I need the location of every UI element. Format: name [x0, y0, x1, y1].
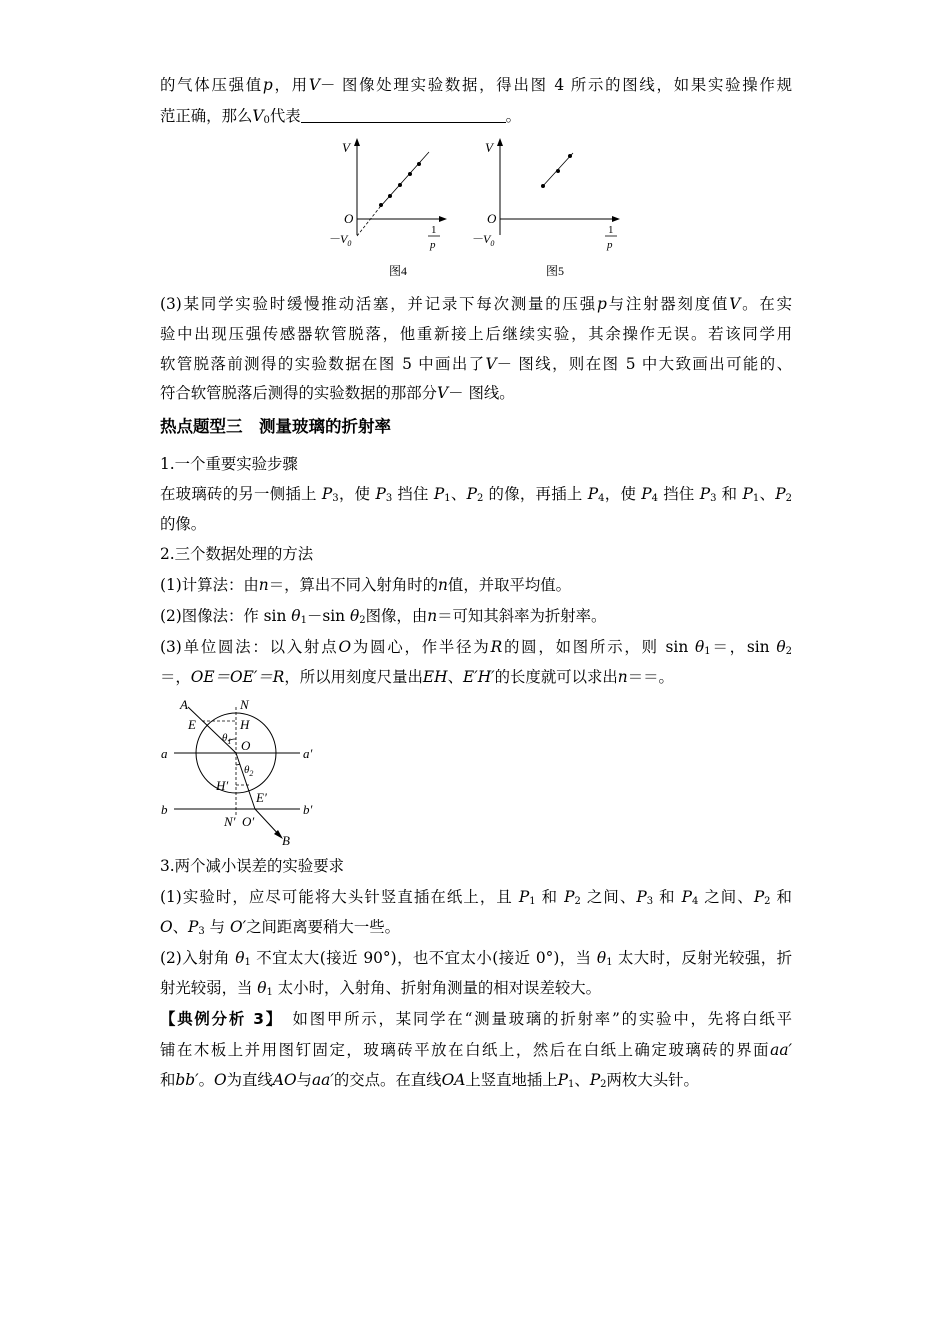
label-H: H: [240, 717, 250, 732]
neg-v0-label: [471, 232, 494, 248]
text: － 图线。: [448, 384, 515, 402]
axis-label-V: V: [342, 140, 350, 155]
label-b: b: [161, 802, 168, 817]
fit-line: [380, 152, 429, 207]
text: 的长度就可以求出: [494, 668, 618, 686]
math-var: P: [518, 888, 530, 906]
math-var: EH: [422, 668, 448, 686]
text-line: [160, 483, 792, 505]
math-var: θ: [349, 607, 360, 625]
axis-label-one: 1: [608, 224, 614, 236]
label-part: 0: [490, 239, 495, 248]
math-var: P: [753, 888, 765, 906]
text: (2)图像法：作 sin: [160, 607, 287, 625]
text: 的圆，如图所示，则 sin: [502, 638, 689, 656]
y-axis-arrow: [354, 138, 360, 146]
math-var: n: [617, 668, 628, 686]
text: 和: [160, 1071, 176, 1089]
text: －sin: [306, 607, 346, 625]
math-var: P: [375, 485, 386, 503]
text: ＝可知其斜率为折射率。: [437, 607, 607, 625]
text: 为圆心，作半径为: [351, 638, 491, 656]
text-line: [160, 605, 792, 627]
math-var: O: [160, 918, 173, 936]
text-line: [160, 353, 792, 375]
subscript: 3: [646, 896, 654, 907]
var-p: p: [262, 76, 273, 94]
text: 。在实: [740, 295, 792, 313]
text: ＝，算出不同入射角时的: [268, 576, 438, 594]
text: 和: [716, 485, 743, 503]
var-V: V: [252, 107, 264, 125]
label-part: －V: [328, 232, 348, 246]
text: ，用: [272, 76, 309, 94]
section-title: 热点题型三 测量玻璃的折射率: [160, 417, 391, 436]
subheading: 2.三个数据处理的方法: [160, 545, 314, 563]
math-var: n: [427, 607, 438, 625]
text: 不宜太大(接近 90°)，也不宜太小(接近 0°)，当: [250, 949, 597, 967]
math-var: AO: [272, 1071, 297, 1089]
label-B: B: [282, 833, 290, 848]
math-var: P: [742, 485, 753, 503]
text-line: [160, 1069, 792, 1091]
math-var: θ: [257, 979, 267, 997]
subscript: 2: [600, 1079, 607, 1090]
text: － 图像处理实验数据，得出图 4 所示的图线，如果实验操作规: [319, 76, 792, 94]
text: ，使: [604, 485, 642, 503]
subscript: 4: [598, 493, 605, 504]
label-part: θ: [244, 764, 250, 776]
text: (3)单位圆法：以入射点: [160, 638, 339, 656]
text-line: [160, 1008, 792, 1030]
text-line: [160, 666, 792, 688]
text: 、: [759, 485, 776, 503]
subscript: 1: [568, 1079, 575, 1090]
label-O-prime: O′: [242, 814, 255, 829]
subscript: 2: [785, 493, 792, 504]
text: 之间距离要稍大一些。: [246, 918, 400, 936]
subheading: 1.一个重要实验步骤: [160, 455, 298, 473]
math-var: P: [564, 888, 575, 906]
text: 与: [296, 1071, 312, 1089]
data-point: [408, 172, 412, 176]
text: 如图甲所示，某同学在“测量玻璃的折射率”的实验中，先将白纸平: [275, 1010, 792, 1028]
subscript: 1: [244, 957, 251, 968]
label-N: N: [240, 697, 249, 712]
subscript: 2: [359, 615, 366, 626]
text: 太大时，反射光较强，折: [612, 949, 792, 967]
text-line: [160, 74, 792, 96]
label-part: －V: [471, 232, 491, 246]
math-var: P: [775, 485, 786, 503]
text: (2)入射角: [160, 949, 236, 967]
text-line: [160, 977, 792, 999]
math-var: θ: [694, 638, 705, 656]
subscript: 1: [606, 957, 613, 968]
label-a-prime: a′: [303, 746, 313, 761]
label-H-prime: H′: [216, 778, 229, 793]
text: 和: [535, 888, 565, 906]
var-V: V: [308, 76, 320, 94]
unit-circle-diagram: [158, 695, 323, 850]
neg-v0-label: [328, 232, 351, 248]
math-var: OE＝OE′＝R: [190, 668, 285, 686]
math-var: P: [636, 888, 647, 906]
text: 。: [198, 1071, 215, 1089]
text: ，使: [338, 485, 376, 503]
math-var: P: [699, 485, 711, 503]
text: 、: [172, 918, 189, 936]
text: (1)计算法：由: [160, 576, 259, 594]
text: 挡住: [392, 485, 434, 503]
text: (1)实验时，应尽可能将大头针竖直插在纸上，且: [160, 888, 519, 906]
subheading: 3.两个减小误差的实验要求: [160, 857, 344, 875]
math-var: n: [438, 576, 448, 594]
text: 的交点。在直线: [333, 1071, 442, 1089]
data-point: [379, 203, 383, 207]
data-point: [541, 184, 545, 188]
text: 与: [204, 918, 230, 936]
text: 在玻璃砖的另一侧插上: [160, 485, 322, 503]
axis-label-p: p: [607, 239, 613, 251]
subscript: 2: [574, 896, 581, 907]
math-var: P: [587, 485, 599, 503]
label-N-prime: N′: [224, 814, 236, 829]
data-point: [556, 169, 560, 173]
math-var: R: [490, 638, 503, 656]
math-var: P: [681, 888, 692, 906]
text: 两枚大头针。: [606, 1071, 699, 1089]
origin-label: O: [344, 211, 354, 226]
subscript: 1: [704, 646, 711, 657]
text: ，所以用刻度尺量出: [284, 668, 423, 686]
text-line: [160, 574, 792, 596]
var-V: V: [485, 355, 497, 373]
label-theta1: [222, 732, 231, 746]
math-var: O: [338, 638, 352, 656]
var-p: p: [596, 295, 607, 313]
text: 符合软管脱落后测得的实验数据的那部分: [160, 384, 438, 402]
text: 。: [505, 107, 522, 125]
text: 与注射器刻度值: [606, 295, 730, 313]
math-var: P: [641, 485, 652, 503]
label-part: 0: [347, 239, 352, 248]
math-var: n: [258, 576, 269, 594]
math-var: P: [557, 1071, 569, 1089]
text: 范正确，那么: [160, 107, 253, 125]
angle-arc-2: [236, 764, 240, 765]
text-line: 验中出现压强传感器软管脱落，他重新接上后继续实验，其余操作无误。若该同学用: [160, 325, 792, 343]
math-var: OA: [441, 1071, 466, 1089]
text: ＝，: [160, 668, 191, 686]
text-line: [160, 293, 792, 315]
math-var: aa′: [311, 1071, 334, 1089]
text: 挡住: [658, 485, 700, 503]
text-line: [160, 1039, 792, 1061]
subscript: 4: [691, 896, 699, 907]
text: 铺在木板上并用图钉固定，玻璃砖平放在白纸上，然后在白纸上确定玻璃砖的界面: [160, 1041, 771, 1059]
math-var: bb′: [175, 1071, 199, 1089]
figure-5: [471, 135, 625, 285]
math-var: θ: [235, 949, 245, 967]
text: 值，并取平均值。: [447, 576, 572, 594]
x-axis-arrow: [612, 216, 620, 222]
math-var: θ: [291, 607, 301, 625]
label-O: O: [241, 738, 251, 753]
subscript: 0: [263, 115, 270, 126]
subscript: 3: [710, 493, 717, 504]
figure-caption: 图5: [546, 264, 565, 278]
text-line: [160, 916, 792, 938]
text: 的气体压强值: [160, 76, 263, 94]
math-var: P: [188, 918, 199, 936]
data-point: [388, 194, 392, 198]
subscript: 1: [266, 987, 273, 998]
math-var: P: [321, 485, 333, 503]
label-a: a: [161, 746, 168, 761]
text: 之间、: [580, 888, 637, 906]
x-axis-arrow: [439, 216, 447, 222]
text: 射光较弱，当: [160, 979, 258, 997]
subscript: 3: [385, 493, 393, 504]
subscript: 2: [476, 493, 484, 504]
math-var: O: [214, 1071, 227, 1089]
subscript: 2: [785, 646, 792, 657]
text: 和: [653, 888, 682, 906]
text: 图像，由: [365, 607, 428, 625]
subscript: 3: [332, 493, 339, 504]
math-var: P: [466, 485, 477, 503]
label-part: 2: [249, 769, 254, 778]
label-part: 1: [227, 737, 232, 746]
text-line: [160, 105, 792, 127]
subscript: 1: [300, 615, 307, 626]
origin-label: O: [487, 211, 497, 226]
axis-label-V: V: [485, 140, 493, 155]
axis-label-p: p: [430, 239, 436, 251]
subscript: 3: [198, 926, 205, 937]
refracted-ray: [236, 753, 255, 809]
text: 上竖直地插上: [465, 1071, 558, 1089]
label-theta2: [244, 764, 253, 778]
text: 之间、: [698, 888, 754, 906]
text: 软管脱落前测得的实验数据在图 5 中画出了: [160, 355, 486, 373]
subscript: 1: [444, 493, 451, 504]
math-var: aa′: [770, 1041, 792, 1059]
subscript: 4: [651, 493, 659, 504]
subscript: 1: [529, 896, 536, 907]
text: 、: [574, 1071, 590, 1089]
text: 太小时，入射角、折射角测量的相对误差较大。: [272, 979, 602, 997]
text: 代表: [269, 107, 301, 125]
math-var: θ: [596, 949, 607, 967]
subscript: 2: [764, 896, 771, 907]
figure-4: [320, 135, 460, 285]
text: (3)某同学实验时缓慢推动活塞，并记录下每次测量的压强: [160, 295, 597, 313]
data-point: [568, 154, 572, 158]
data-point: [398, 183, 402, 187]
math-var: P: [433, 485, 445, 503]
text-line: [160, 382, 792, 404]
text: 、: [450, 485, 467, 503]
var-V: V: [729, 295, 741, 313]
math-var: E′H′: [462, 668, 495, 686]
text-line: [160, 886, 792, 908]
text: ＝＝。: [627, 668, 674, 686]
text-line: [160, 947, 792, 969]
text: 的像，再插上: [483, 485, 588, 503]
text: 和: [770, 888, 792, 906]
var-V: V: [437, 384, 449, 402]
example-label: 【典例分析 3】: [160, 1010, 276, 1028]
text: 、: [447, 668, 463, 686]
label-E-prime: E′: [256, 790, 267, 805]
label-A: A: [180, 697, 188, 712]
data-point: [417, 162, 421, 166]
label-part: θ: [222, 732, 228, 744]
figure-caption: 图4: [389, 264, 408, 278]
text: 为直线: [226, 1071, 273, 1089]
text: ＝，sin: [710, 638, 770, 656]
math-var: O′: [229, 918, 247, 936]
answer-blank: [301, 108, 506, 123]
subscript: 1: [752, 493, 760, 504]
text-line: [160, 636, 792, 658]
math-var: θ: [776, 638, 786, 656]
text: － 图线，则在图 5 中大致画出可能的、: [496, 355, 792, 373]
text-line: 的像。: [160, 515, 207, 533]
math-var: P: [589, 1071, 601, 1089]
axis-label-one: 1: [431, 224, 437, 236]
label-E: E: [188, 717, 196, 732]
y-axis-arrow: [497, 138, 503, 146]
label-b-prime: b′: [303, 802, 313, 817]
extrapolated-line: [357, 207, 380, 236]
